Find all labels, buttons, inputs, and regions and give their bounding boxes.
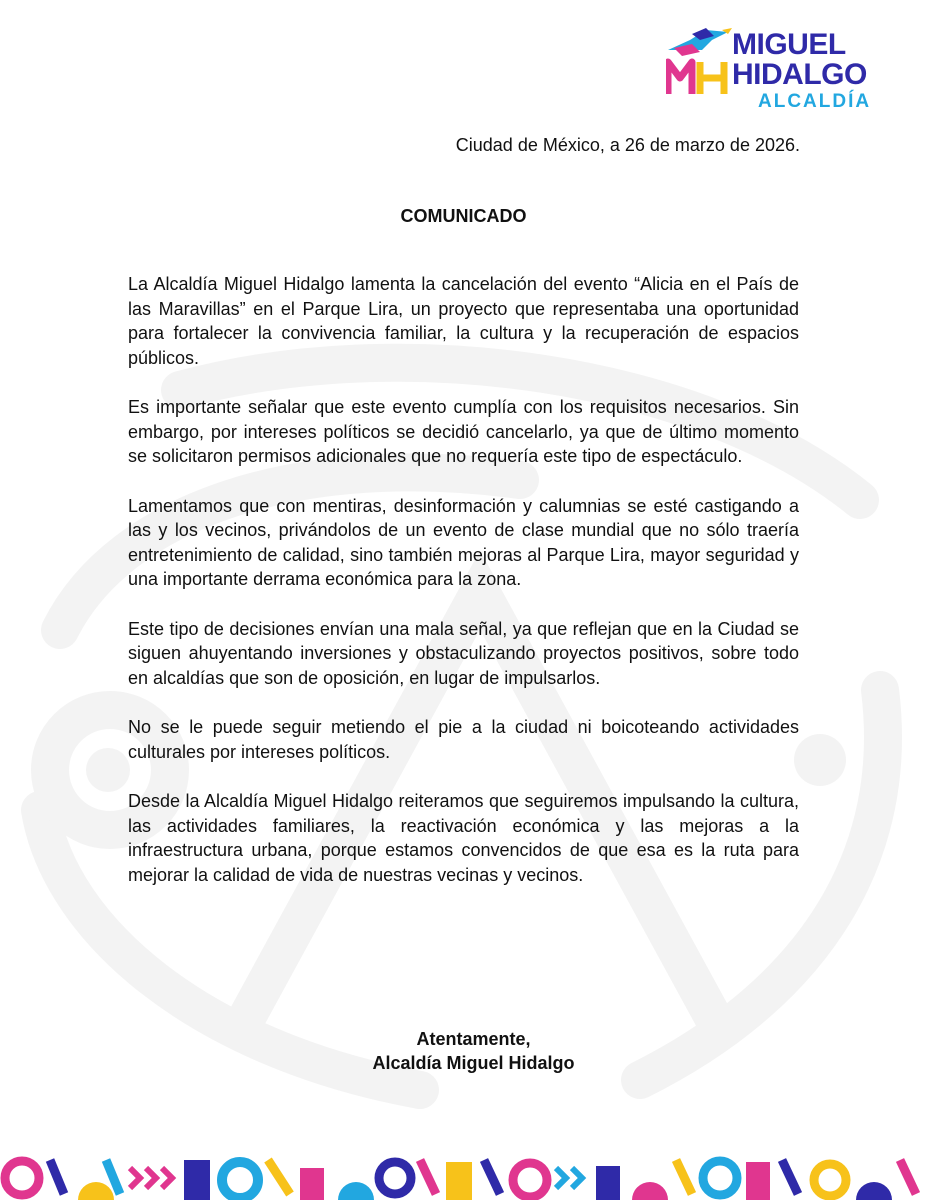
signature-text: Alcaldía Miguel Hidalgo <box>372 1053 575 1073</box>
document-body <box>128 272 799 912</box>
closing-text: Atentamente, <box>416 1029 531 1049</box>
logo-line-hidalgo: HIDALGO <box>732 58 867 91</box>
logo-line-alcaldia: ALCALDÍA <box>758 91 872 112</box>
mh-initials-icon <box>666 56 728 96</box>
paragraph-4: Este tipo de decisiones envían una mala señal, ya que reflejan que en la Ciudad se siguen ahuyentando inversiones y obstaculizando proyectos positivos, sobre todo en alcaldías que son de oposición, en lugar de impulsarlos. <box>128 618 799 688</box>
document-title <box>0 206 927 227</box>
alcaldia-logo <box>662 26 892 118</box>
paragraph-6: Desde la Alcaldía Miguel Hidalgo reiteramos que seguiremos impulsando la cultura, las actividades familiares, la reactivación económica y las mejoras a la infraestructura urbana, porque estamos convencidos de que esa es la ruta para mejorar la calidad de vida de nuestras vecinas y vecinos. <box>128 791 799 885</box>
paragraph-2: Es importante señalar que este evento cumplía con los requisitos necesarios. Sin embargo, por intereses políticos se decidió cancelarlo, ya que de último momento se solicitaron permisos adicionales que no requería este tipo de espectáculo. <box>128 397 799 466</box>
hummingbird-icon <box>662 26 734 60</box>
logo-line-miguel: MIGUEL <box>732 28 846 61</box>
footer-pattern <box>0 1138 927 1200</box>
paragraph-3: Lamentamos que con mentiras, desinformación y calumnias se esté castigando a las y los vecinos, privándolos de un evento de clase mundial que no sólo traería entretenimiento de calidad, sino también mejoras al Parque Lira, mayor seguridad y una importante derrama económica para la zona. <box>128 495 799 589</box>
date-line: Ciudad de México, a 26 de marzo de 2026. <box>455 135 800 155</box>
document-title-text: COMUNICADO <box>400 206 527 226</box>
paragraph-1: La Alcaldía Miguel Hidalgo lamenta la cancelación del evento “Alicia en el País de las Maravillas” en el Parque Lira, un proyecto que representaba una oportunidad para fortalecer la convivencia familiar, la cultura y la recuperación de espacios públicos. <box>128 274 799 368</box>
paragraph-5: No se le puede seguir metiendo el pie a la ciudad ni boicoteando actividades culturales por intereses políticos. <box>128 717 799 762</box>
signature-block <box>0 1027 927 1075</box>
